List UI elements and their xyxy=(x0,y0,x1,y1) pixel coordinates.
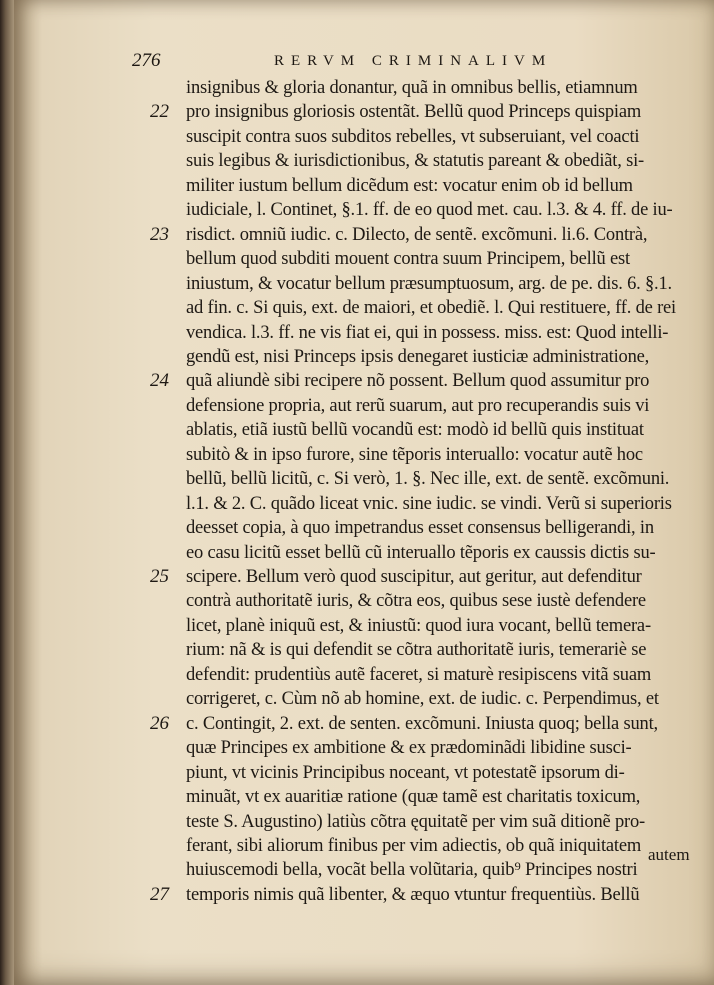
text-line: suscipit contra suos subditos rebelles, vt subseruiant, vel coacti xyxy=(186,126,640,147)
text-line: quã aliundè sibi recipere nõ possent. Bellum quod assumitur pro xyxy=(186,371,650,392)
book-spine-shadow xyxy=(0,0,14,985)
text-line: c. Contingit, 2. ext. de senten. excõmuni. Iniusta quoq; bella sunt, xyxy=(186,713,658,734)
catchword: autem xyxy=(648,845,690,864)
text-line: minuãt, vt ex auaritiæ ratione (quæ tamẽ est charitatis toxicum, xyxy=(186,787,641,808)
text-line: contrà authoritatẽ iuris, & cõtra eos, quibus sese iustè defendere xyxy=(186,591,646,612)
text-line: eo casu licitũ esset bellũ cũ interuallo tẽporis ex caussis dictis su- xyxy=(186,542,656,563)
text-line: ablatis, etiã iustũ bellũ vocandũ est: modò id bellũ quis instituat xyxy=(186,420,644,441)
text-line: teste S. Augustino) latiùs cõtra ęquitatẽ per vim suã ditionẽ pro- xyxy=(186,811,645,832)
running-title: RERVM CRIMINALIVM xyxy=(274,53,553,69)
text-line: ferant, sibi aliorum finibus per vim adiectis, ob quã iniquitatem xyxy=(186,835,642,856)
margin-note-number: 27 xyxy=(150,883,169,905)
margin-note-number: 23 xyxy=(150,223,169,245)
text-line: militer iustum bellum dicẽdum est: vocatur enim ob id bellum xyxy=(186,175,633,196)
margin-note-number: 25 xyxy=(150,566,169,587)
text-line: defendit: prudentiùs autẽ faceret, si maturè resipiscens vitã suam xyxy=(186,664,652,685)
text-line: temporis nimis quã libenter, & æquo vtuntur frequentiùs. Bellũ xyxy=(186,884,640,905)
text-line: huiuscemodi bella, vocãt bella volũtaria, quib⁹ Principes nostri xyxy=(186,860,638,881)
text-line: pro insignibus gloriosis ostentãt. Bellũ quod Princeps quispiam xyxy=(186,102,642,123)
text-line: corrigeret, c. Cùm nõ ab homine, ext. de iudic. c. Perpendimus, et xyxy=(186,689,659,710)
page-number: 276 xyxy=(132,50,161,71)
text-line: quæ Principes ex ambitione & ex prædominãdi libidine susci- xyxy=(186,738,632,759)
text-line: piunt, vt vicinis Principibus noceant, vt potestatẽ ipsorum di- xyxy=(186,762,625,783)
text-line: bellũ, bellũ licitũ, c. Si verò, 1. §. Nec ille, ext. de sentẽ. excõmuni. xyxy=(186,469,670,490)
text-line: deesset copia, à quo impetrandus esset consensus belligerandi, in xyxy=(186,518,654,539)
text-line: gendũ est, nisi Princeps ipsis denegaret iusticiæ administratione, xyxy=(186,346,650,367)
text-line: iniustum, & vocatur bellum præsumptuosum, arg. de pe. dis. 6. §.1. xyxy=(186,273,672,294)
text-line: suis legibus & iurisdictionibus, & statutis pareant & obediãt, si- xyxy=(186,151,644,172)
text-line: iudiciale, l. Continet, §.1. ff. de eo quod met. cau. l.3. & 4. ff. de iu- xyxy=(186,200,673,221)
text-line: licet, planè iniquũ est, & iniustũ: quod iura vocant, bellũ temera- xyxy=(186,615,651,636)
text-line: vendica. l.3. ff. ne vis fiat ei, qui in possess. miss. est: Quod intelli- xyxy=(186,322,669,343)
text-line: l.1. & 2. C. quãdo liceat vnic. sine iudic. se vindi. Verũ si superioris xyxy=(186,493,672,514)
book-page xyxy=(14,0,714,985)
text-line: defensione propria, aut rerũ suarum, aut pro recuperandis suis vi xyxy=(186,395,650,416)
text-line: scipere. Bellum verò quod suscipitur, aut geritur, aut defenditur xyxy=(186,567,642,587)
text-line: ad fin. c. Si quis, ext. de maiori, et obediẽ. l. Qui restituere, ff. de rei xyxy=(186,298,676,319)
text-line: rium: nã & is qui defendit se cõtra authoritatẽ iuris, temerariè se xyxy=(186,640,647,661)
margin-note-number: 22 xyxy=(150,101,169,123)
text-line: risdict. omniũ iudic. c. Dilecto, de sentẽ. excõmuni. li.6. Contrà, xyxy=(186,224,648,245)
margin-note-number: 26 xyxy=(150,712,169,734)
page-header xyxy=(126,50,666,72)
margin-note-number: 24 xyxy=(150,370,169,392)
text-line: insignibus & gloria donantur, quã in omnibus bellis, etiamnum xyxy=(186,78,638,98)
text-line: bellum quod subditi mouent contra suum Principem, bellũ est xyxy=(186,249,630,270)
text-line: subitò & in ipso furore, sine tẽporis interuallo: vocatur autẽ hoc xyxy=(186,444,643,465)
